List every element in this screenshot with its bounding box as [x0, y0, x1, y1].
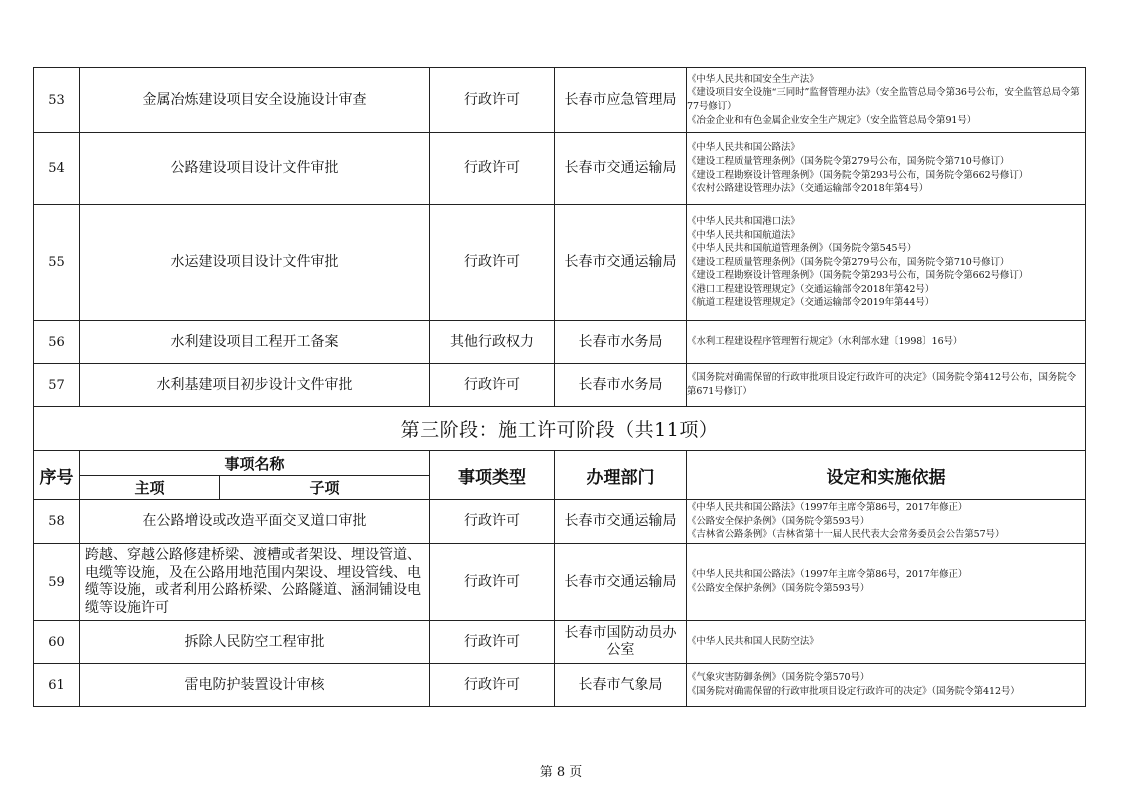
item-type: 行政许可 — [430, 68, 555, 133]
row-number: 59 — [34, 544, 80, 621]
basis-line: 《国务院对确需保留的行政审批项目设定行政许可的决定》（国务院令第412号公布，国务院令第671号修订） — [687, 372, 1077, 397]
basis-line: 《国务院对确需保留的行政审批项目设定行政许可的决定》（国务院令第412号） — [687, 686, 1020, 697]
basis-line: 《中华人民共和国航道法》 — [687, 229, 800, 241]
header-sub-item: 子项 — [220, 476, 430, 500]
department: 长春市水务局 — [555, 364, 687, 407]
item-name: 水运建设项目设计文件审批 — [80, 205, 430, 321]
department: 长春市应急管理局 — [555, 68, 687, 133]
row-number: 60 — [34, 621, 80, 664]
department: 长春市交通运输局 — [555, 500, 687, 544]
row-number: 53 — [34, 68, 80, 133]
basis-line: 《中华人民共和国港口法》 — [687, 215, 800, 227]
item-type: 行政许可 — [430, 621, 555, 664]
item-type: 行政许可 — [430, 133, 555, 205]
row-number: 57 — [34, 364, 80, 407]
legal-basis — [687, 664, 1086, 707]
page-number: 第 8 页 — [539, 765, 583, 780]
item-name: 拆除人民防空工程审批 — [80, 621, 430, 664]
row-number: 56 — [34, 321, 80, 364]
legal-basis — [687, 621, 1086, 664]
basis-line: 《建设工程质量管理条例》（国务院令第279号公布，国务院令第710号修订） — [687, 155, 1010, 167]
table-row — [34, 664, 1086, 707]
legal-basis — [687, 500, 1086, 544]
item-type: 行政许可 — [430, 664, 555, 707]
table-row — [34, 544, 1086, 621]
basis-line: 《建设工程质量管理条例》（国务院令第279号公布，国务院令第710号修订） — [687, 256, 1010, 268]
header-basis: 设定和实施依据 — [687, 451, 1086, 500]
department: 长春市水务局 — [555, 321, 687, 364]
header-main-item: 主项 — [80, 476, 220, 500]
legal-basis — [687, 544, 1086, 621]
basis-line: 《水利工程建设程序管理暂行规定》（水利部水建〔1998〕16号） — [687, 336, 963, 348]
basis-line: 《中华人民共和国公路法》（1997年主席令第86号，2017年修正） — [687, 569, 968, 581]
basis-line: 《农村公路建设管理办法》（交通运输部令2018年第4号） — [687, 183, 929, 195]
legal-basis — [687, 68, 1086, 133]
item-type: 其他行政权力 — [430, 321, 555, 364]
basis-line: 《吉林省公路条例》（吉林省第十一届人民代表大会常务委员会公告第57号） — [687, 529, 1005, 541]
item-name: 水利建设项目工程开工备案 — [80, 321, 430, 364]
stage-title-row — [34, 407, 1086, 451]
approval-items-table — [33, 67, 1086, 707]
header-department: 办理部门 — [555, 451, 687, 500]
basis-line: 《中华人民共和国航道管理条例》（国务院令第545号） — [687, 243, 917, 255]
header-item-type: 事项类型 — [430, 451, 555, 500]
legal-basis — [687, 321, 1086, 364]
basis-line: 《建设工程勘察设计管理条例》（国务院令第293号公布，国务院令第662号修订） — [687, 169, 1029, 181]
item-name: 公路建设项目设计文件审批 — [80, 133, 430, 205]
basis-line: 《航道工程建设管理规定》（交通运输部令2019年第44号） — [687, 297, 935, 309]
row-number: 61 — [34, 664, 80, 707]
basis-line: 《冶金企业和有色金属企业安全生产规定》（安全监管总局令第91号） — [687, 114, 977, 126]
table-row — [34, 68, 1086, 133]
header-item-name: 事项名称 — [80, 451, 430, 476]
table-row — [34, 321, 1086, 364]
basis-line: 《建设工程勘察设计管理条例》（国务院令第293号公布，国务院令第662号修订） — [687, 270, 1029, 282]
basis-line: 《中华人民共和国公路法》 — [687, 142, 800, 154]
row-number: 58 — [34, 500, 80, 544]
item-type: 行政许可 — [430, 364, 555, 407]
item-name: 金属冶炼建设项目安全设施设计审查 — [80, 68, 430, 133]
item-type: 行政许可 — [430, 205, 555, 321]
header-row — [34, 451, 1086, 476]
basis-line: 《中华人民共和国安全生产法》 — [687, 73, 819, 85]
legal-basis — [687, 364, 1086, 407]
item-type: 行政许可 — [430, 544, 555, 621]
table-row — [34, 364, 1086, 407]
basis-line: 《中华人民共和国人民防空法》 — [687, 636, 819, 648]
table-row — [34, 133, 1086, 205]
table-row — [34, 621, 1086, 664]
department: 长春市交通运输局 — [555, 544, 687, 621]
basis-line: 《公路安全保护条例》（国务院令第593号） — [687, 515, 870, 527]
department: 长春市国防动员办公室 — [555, 621, 687, 664]
item-name: 水利基建项目初步设计文件审批 — [80, 364, 430, 407]
table-row — [34, 205, 1086, 321]
basis-line: 《港口工程建设管理规定》（交通运输部令2018年第42号） — [687, 283, 935, 295]
basis-line: 《建设项目安全设施“三同时”监督管理办法》（安全监管总局令第36号公布，安全监管总局令第77号修订） — [687, 87, 1080, 112]
legal-basis — [687, 133, 1086, 205]
stage-title: 第三阶段：施工许可阶段（共11项） — [34, 407, 1086, 451]
header-seq: 序号 — [34, 451, 80, 500]
basis-line: 《气象灾害防御条例》（国务院令第570号） — [687, 672, 870, 684]
department: 长春市交通运输局 — [555, 133, 687, 205]
legal-basis — [687, 205, 1086, 321]
row-number: 55 — [34, 205, 80, 321]
item-name: 在公路增设或改造平面交叉道口审批 — [80, 500, 430, 544]
item-name: 跨越、穿越公路修建桥梁、渡槽或者架设、埋设管道、电缆等设施，及在公路用地范围内架设、埋设管线、电缆等设施，或者利用公路桥梁、公路隧道、涵洞铺设电缆等设施许可 — [80, 544, 430, 621]
row-number: 54 — [34, 133, 80, 205]
basis-line: 《公路安全保护条例》（国务院令第593号） — [687, 583, 870, 594]
table-row — [34, 500, 1086, 544]
department: 长春市交通运输局 — [555, 205, 687, 321]
basis-line: 《中华人民共和国公路法》（1997年主席令第86号，2017年修正） — [687, 502, 968, 514]
item-type: 行政许可 — [430, 500, 555, 544]
item-name: 雷电防护装置设计审核 — [80, 664, 430, 707]
department: 长春市气象局 — [555, 664, 687, 707]
